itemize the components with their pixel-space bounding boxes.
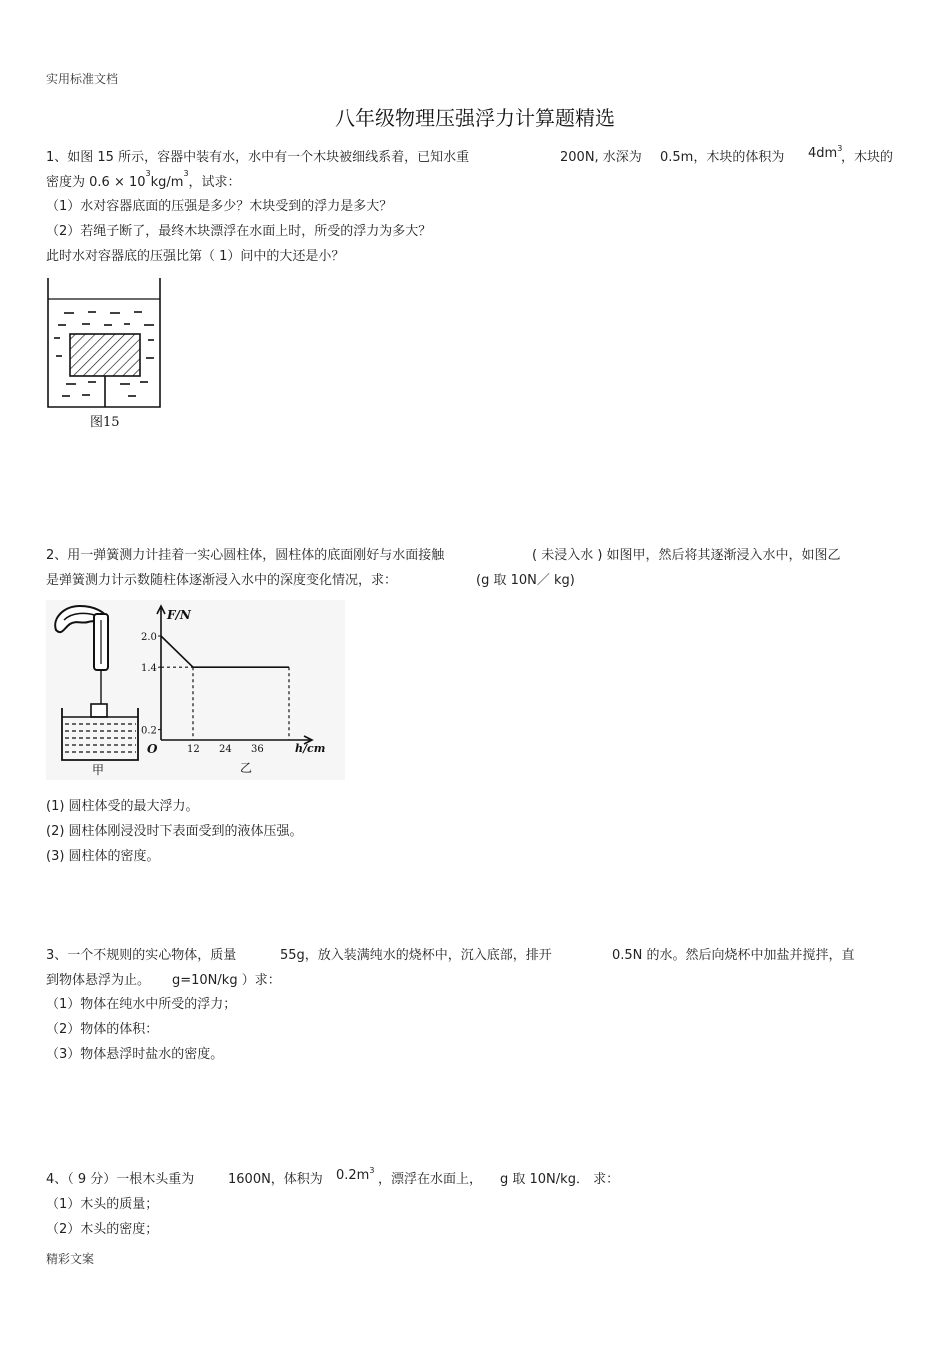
q1-text-a: 1、如图 15 所示，容器中装有水，水中有一个木块被细线系着，已知水重	[46, 150, 470, 165]
q2-text-c: 是弹簧测力计示数随柱体逐渐浸入水中的深度变化情况，求：	[46, 573, 398, 588]
figure-2-force-depth-chart	[140, 600, 345, 780]
chart-xtick-2: 36	[251, 744, 264, 755]
q4-text-a: 4、（ 9 分）一根木头重为	[46, 1172, 195, 1187]
q3-text-e: g=10N/kg ）求：	[172, 973, 281, 988]
page-header: 实用标准文档	[46, 72, 119, 86]
q2-item-2: (2) 圆柱体刚浸没时下表面受到的液体压强。	[46, 824, 303, 839]
q3-text-d: 到物体悬浮为止。	[46, 973, 151, 988]
q1-text-b: 200N, 水深为	[560, 150, 642, 165]
chart-xtick-1: 24	[219, 744, 232, 755]
q2-text-b: ( 未浸入水 ) 如图甲，然后将其逐渐浸入水中，如图乙	[532, 548, 841, 563]
q1-item-2: （2）若绳子断了，最终木块漂浮在水面上时，所受的浮力为多大？	[46, 224, 432, 239]
q3-item-1: （1）物体在纯水中所受的浮力；	[46, 997, 237, 1012]
q1-volume: $4dm^3$	[808, 144, 843, 161]
q3-item-2: （2）物体的体积：	[46, 1022, 159, 1037]
q4-text-b: 1600N，体积为	[228, 1172, 323, 1187]
q2-text-a: 2、用一弹簧测力计挂着一实心圆柱体，圆柱体的底面刚好与水面接触	[46, 548, 445, 563]
chart-xlabel: h/cm	[295, 742, 326, 755]
q2-item-1: (1) 圆柱体受的最大浮力。	[46, 799, 199, 814]
page-title: 八年级物理压强浮力计算题精选	[335, 106, 615, 130]
q3-text-a: 3、一个不规则的实心物体，质量	[46, 948, 237, 963]
q3-text-c: 0.5N 的水。然后向烧杯中加盐并搅拌，直	[612, 948, 855, 963]
q4-item-1: （1）木头的质量；	[46, 1197, 159, 1212]
q2-item-3: (3) 圆柱体的密度。	[46, 849, 160, 864]
q1-line-2	[46, 171, 241, 190]
label-jia: 甲	[92, 763, 105, 777]
chart-xtick-0: 12	[187, 744, 200, 755]
q1-item-1: （1）水对容器底面的压强是多少？木块受到的浮力是多大？	[46, 199, 393, 214]
q4-item-2: （2）木头的密度；	[46, 1222, 159, 1237]
q3-item-3: （3）物体悬浮时盐水的密度。	[46, 1047, 224, 1062]
q2-text-d: (g 取 10N／ kg)	[476, 573, 575, 588]
q4-text-e: g 取 10N/kg． 求：	[500, 1172, 620, 1187]
chart-ytick-0: 2.0	[141, 632, 157, 643]
q4-text-d: ，漂浮在水面上，	[378, 1172, 483, 1187]
q1-text-c: 0.5m，木块的体积为	[660, 150, 785, 165]
label-yi: 乙	[240, 761, 253, 775]
chart-ylabel: F/N	[167, 608, 191, 622]
chart-ytick-1: 1.4	[141, 663, 157, 675]
chart-origin: O	[147, 742, 158, 756]
q3-text-b: 55g，放入装满纯水的烧杯中，沉入底部，排开	[280, 948, 552, 963]
chart-ytick-2: 0.2	[141, 725, 157, 737]
figure-15-container-diagram	[44, 276, 169, 436]
q1-text-e: ，木块的	[841, 150, 894, 165]
q4-volume: $0.2m^3$	[336, 1166, 375, 1183]
figure-15-caption: 图15	[90, 415, 120, 430]
page-footer: 精彩文案	[46, 1252, 95, 1266]
q1-item-3: 此时水对容器底的压强比第（ 1）问中的大还是小？	[46, 249, 345, 264]
q1-density: 密度为 $0.6 \times 10^3kg/m^3$，试求：	[46, 169, 241, 190]
